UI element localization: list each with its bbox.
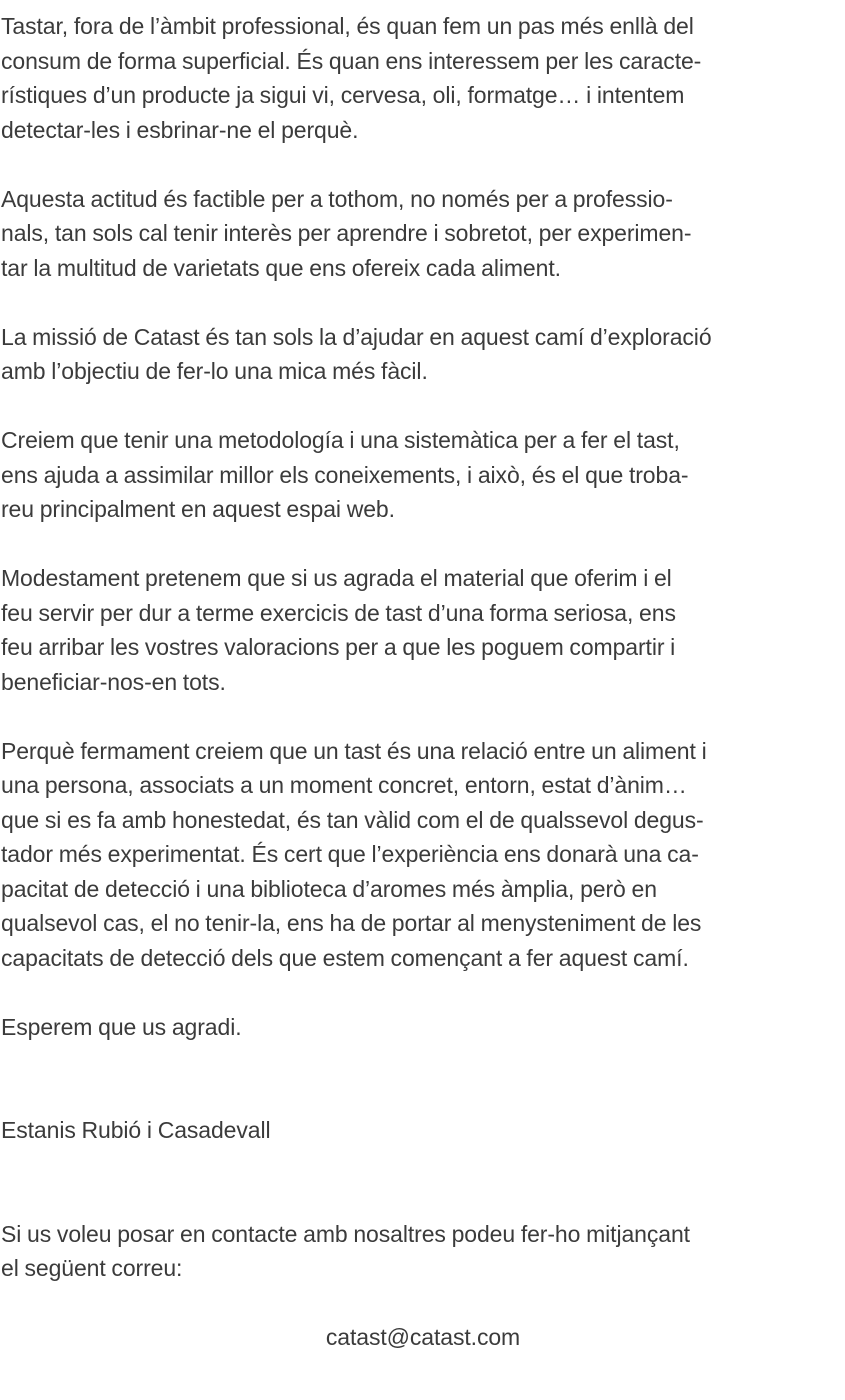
paragraph-gap (1, 975, 845, 1010)
text-line: reu principalment en aquest espai web. (1, 496, 395, 522)
text-line: Aquesta actitud és factible per a tothom, no només per a professio- (1, 185, 673, 212)
paragraph-gap (1, 1148, 845, 1217)
paragraph-gap (1, 527, 845, 562)
text-line: qualsevol cas, el no tenir-la, ens ha de portar al menysteniment de les (1, 910, 702, 936)
paragraph-gap (1, 147, 845, 182)
text-line: ens ajuda a assimilar millor els coneixements, i això, és el que troba- (1, 461, 689, 488)
text-line: feu servir per dur a terme exercicis de tast d’una forma seriosa, ens (1, 599, 676, 626)
paragraph-belief (1, 734, 845, 976)
text-line: nals, tan sols cal tenir interès per aprendre i sobretot, per experimen- (1, 220, 692, 246)
text-line: tador més experimentat. És cert que l’experiència ens donarà una ca- (1, 841, 699, 867)
paragraph-closing (1, 1010, 845, 1045)
text-line: Creiem que tenir una metodología i una sistemàtica per a fer el tast, (1, 427, 680, 453)
paragraph-intro (1, 9, 845, 147)
paragraph-gap (1, 389, 845, 424)
text-line: rístiques d’un producte ja sigui vi, cervesa, oli, formatge… i intentem (1, 82, 685, 108)
text-line: detectar-les i esbrinar-ne el perquè. (1, 116, 359, 143)
author-signature: Estanis Rubió i Casadevall (1, 1117, 271, 1143)
text-line: Modestament pretenem que si us agrada el material que oferim i el (1, 565, 672, 591)
paragraph-methodology (1, 423, 845, 527)
paragraph-gap (1, 699, 845, 734)
text-line: que si es fa amb honestedat, és tan vàlid com el de qualssevol degus- (1, 806, 704, 833)
paragraph-mission (1, 320, 845, 389)
text-line: Perquè fermament creiem que un tast és una relació entre un aliment i (1, 737, 707, 764)
text-line: una persona, associats a un moment concret, entorn, estat d’ànim… (1, 772, 687, 798)
text-line: Tastar, fora de l’àmbit professional, és quan fem un pas més enllà del (1, 13, 694, 39)
text-line: Si us voleu posar en contacte amb nosaltres podeu fer-ho mitjançant (1, 1220, 690, 1247)
text-line: el següent correu: (1, 1255, 183, 1281)
contact-email-link[interactable]: catast@catast.com (325, 1324, 521, 1350)
text-line: La missió de Catast és tan sols la d’ajudar en aquest camí d’exploració (1, 323, 712, 350)
paragraph-gap (1, 1044, 845, 1113)
contact-paragraph (1, 1217, 845, 1286)
paragraph-attitude (1, 182, 845, 286)
text-line: amb l’objectiu de fer-lo una mica més fàcil. (1, 358, 428, 384)
text-line: tar la multitud de varietats que ens ofereix cada aliment. (1, 254, 561, 281)
paragraph-gap (1, 1286, 845, 1321)
text-line: pacitat de detecció i una biblioteca d’aromes més àmplia, però en (1, 875, 657, 902)
text-line: consum de forma superficial. És quan ens interessem per les caracte- (1, 47, 702, 74)
paragraph-feedback (1, 561, 845, 699)
paragraph-gap (1, 285, 845, 320)
text-line: beneficiar-nos-en tots. (1, 668, 226, 695)
text-line: feu arribar les vostres valoracions per a que les poguem compartir i (1, 634, 676, 660)
text-line: Esperem que us agradi. (1, 1013, 242, 1040)
text-line: capacitats de detecció dels que estem començant a fer aquest camí. (1, 944, 689, 971)
